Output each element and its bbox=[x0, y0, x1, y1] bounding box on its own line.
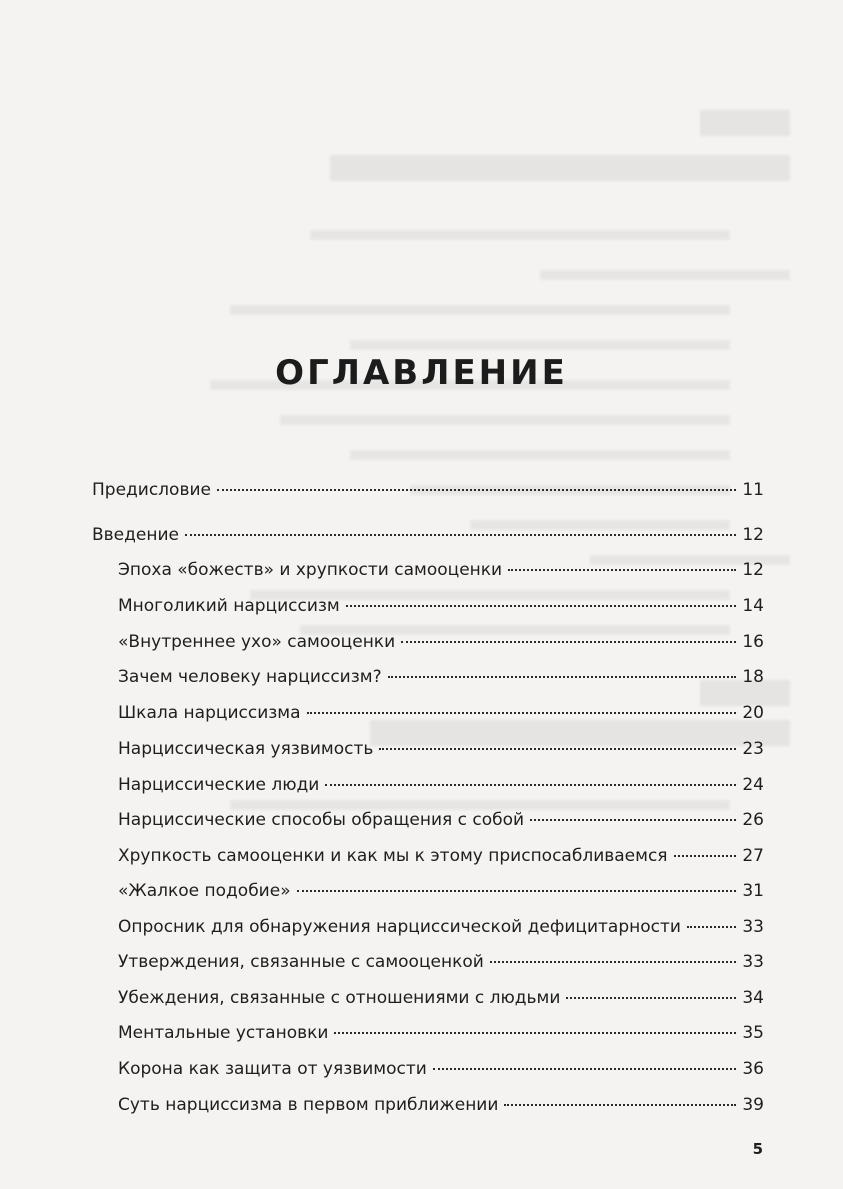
dot-leader bbox=[687, 926, 736, 928]
page-number: 5 bbox=[752, 1140, 763, 1158]
dot-leader bbox=[490, 961, 736, 963]
toc-entry bbox=[118, 632, 764, 652]
toc-entry bbox=[118, 703, 764, 723]
dot-leader bbox=[334, 1032, 736, 1034]
dot-leader bbox=[433, 1068, 736, 1070]
toc-entry-title: Ментальные установки bbox=[118, 1023, 329, 1043]
toc-entry-page: 33 bbox=[742, 917, 764, 937]
toc-entry-page: 14 bbox=[742, 596, 764, 616]
toc-entry-title: Нарциссические способы обращения с собой bbox=[118, 810, 525, 830]
toc-entry-page: 35 bbox=[742, 1023, 764, 1043]
toc-entry-title: Эпоха «божеств» и хрупкости самооценки bbox=[118, 560, 503, 580]
toc-entry-title: Введение bbox=[92, 525, 179, 545]
page-title: ОГЛАВЛЕНИЕ bbox=[275, 352, 568, 393]
dot-leader bbox=[674, 855, 736, 857]
toc-entry bbox=[118, 739, 764, 759]
toc-entry-page: 36 bbox=[742, 1059, 764, 1079]
dot-leader bbox=[566, 997, 736, 999]
toc-entry-page: 39 bbox=[742, 1095, 764, 1115]
toc-entry-title: Убеждения, связанные с отношениями с людьми bbox=[118, 988, 561, 1008]
toc-entry-title: Нарциссическая уязвимость bbox=[118, 739, 374, 759]
toc-entry-page: 26 bbox=[742, 810, 764, 830]
toc-entry-title: Многоликий нарциссизм bbox=[118, 596, 340, 616]
toc-entry-title: Суть нарциссизма в первом приближении bbox=[118, 1095, 499, 1115]
toc-entry-title: Нарциссические люди bbox=[118, 775, 320, 795]
toc-entry bbox=[118, 952, 764, 972]
toc-entry-page: 33 bbox=[742, 952, 764, 972]
toc-entry-title: Шкала нарциссизма bbox=[118, 703, 301, 723]
toc-entry-page: 31 bbox=[742, 881, 764, 901]
toc-entry-title: Корона как защита от уязвимости bbox=[118, 1059, 427, 1079]
toc-entry-title: Хрупкость самооценки и как мы к этому приспосабливаемся bbox=[118, 846, 668, 866]
toc-entry bbox=[118, 810, 764, 830]
toc-entry bbox=[118, 1023, 764, 1043]
toc-entry-title: «Внутреннее ухо» самооценки bbox=[118, 632, 396, 652]
toc-entry-title: Предисловие bbox=[92, 480, 211, 500]
dot-leader bbox=[217, 489, 736, 491]
toc-entry-page: 24 bbox=[742, 775, 764, 795]
toc-entry bbox=[118, 881, 764, 901]
toc-entry-page: 16 bbox=[742, 632, 764, 652]
toc-entry-page: 20 bbox=[742, 703, 764, 723]
toc-entry-title: Утверждения, связанные с самооценкой bbox=[118, 952, 484, 972]
toc-entry-page: 12 bbox=[742, 560, 764, 580]
dot-leader bbox=[388, 676, 736, 678]
toc-entry bbox=[118, 917, 764, 937]
toc-entry bbox=[92, 525, 764, 545]
toc-entry-page: 27 bbox=[742, 846, 764, 866]
dot-leader bbox=[504, 1104, 736, 1106]
dot-leader bbox=[185, 534, 736, 536]
dot-leader bbox=[307, 712, 736, 714]
dot-leader bbox=[325, 784, 736, 786]
dot-leader bbox=[297, 890, 736, 892]
toc-entry-title: Опросник для обнаружения нарциссической дефицитарности bbox=[118, 917, 681, 937]
toc-entry bbox=[118, 667, 764, 687]
toc-entry-page: 34 bbox=[742, 988, 764, 1008]
toc-entry-page: 23 bbox=[742, 739, 764, 759]
toc-entry bbox=[118, 1059, 764, 1079]
dot-leader bbox=[530, 819, 736, 821]
dot-leader bbox=[401, 641, 736, 643]
toc-entry bbox=[118, 775, 764, 795]
toc-entry bbox=[118, 988, 764, 1008]
toc-entry-page: 12 bbox=[742, 525, 764, 545]
toc-entry-page: 18 bbox=[742, 667, 764, 687]
toc-entry bbox=[118, 596, 764, 616]
toc-entry-title: «Жалкое подобие» bbox=[118, 881, 291, 901]
dot-leader bbox=[508, 569, 736, 571]
toc-entry bbox=[92, 480, 764, 500]
toc-entry bbox=[118, 560, 764, 580]
toc-entry-title: Зачем человеку нарциссизм? bbox=[118, 667, 382, 687]
toc-entry bbox=[118, 1095, 764, 1115]
toc-entry bbox=[118, 846, 764, 866]
toc-entry-page: 11 bbox=[742, 480, 764, 500]
dot-leader bbox=[346, 605, 736, 607]
dot-leader bbox=[379, 748, 736, 750]
